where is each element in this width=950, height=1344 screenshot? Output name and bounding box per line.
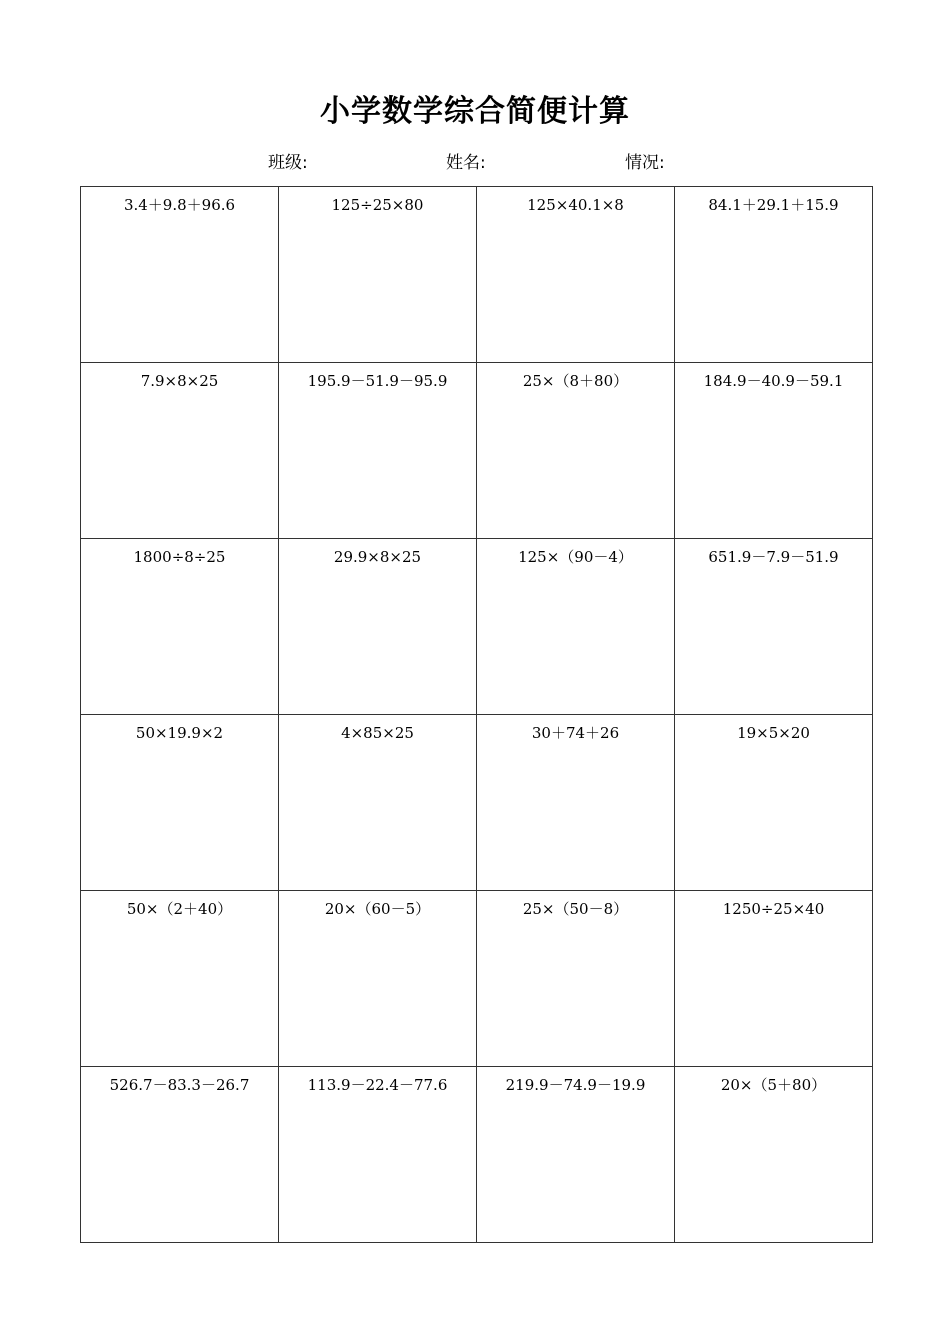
grid-row (81, 891, 873, 1067)
problem-cell (477, 187, 675, 363)
grid-row (81, 187, 873, 363)
problem-expression: 125×（90－4） (518, 548, 633, 566)
grid-row (81, 539, 873, 715)
problem-cell (81, 715, 279, 891)
problem-expression: 20×（60－5） (324, 900, 431, 918)
problem-cell (279, 891, 477, 1067)
problem-cell (477, 715, 675, 891)
problem-cell (675, 1067, 873, 1243)
name-label: 姓名: (446, 153, 486, 173)
problem-expression: 25×（8＋80） (522, 372, 629, 390)
problem-expression: 113.9－22.4－77.6 (307, 1076, 448, 1094)
problem-expression: 50×19.9×2 (135, 724, 224, 742)
problem-cell (477, 1067, 675, 1243)
problem-expression: 1250÷25×40 (722, 900, 825, 918)
problem-expression: 184.9－40.9－59.1 (703, 372, 844, 390)
problem-cell (675, 715, 873, 891)
problem-cell (81, 1067, 279, 1243)
student-info-row (0, 150, 950, 176)
problem-cell (675, 539, 873, 715)
problem-expression: 1800÷8÷25 (133, 548, 226, 566)
problem-expression: 125÷25×80 (331, 196, 424, 214)
problem-expression: 4×85×25 (341, 724, 414, 742)
problem-cell (279, 363, 477, 539)
problem-expression: 25×（50－8） (522, 900, 629, 918)
problem-expression: 20×（5＋80） (720, 1076, 827, 1094)
problem-expression: 526.7－83.3－26.7 (109, 1076, 250, 1094)
problem-cell (81, 363, 279, 539)
grid-row (81, 715, 873, 891)
problem-cell (81, 539, 279, 715)
problem-expression: 19×5×20 (737, 724, 810, 742)
problem-expression: 30＋74＋26 (531, 724, 620, 742)
problem-cell (279, 715, 477, 891)
problem-cell (279, 1067, 477, 1243)
problem-expression: 195.9－51.9－95.9 (307, 372, 448, 390)
problem-expression: 50×（2＋40） (126, 900, 233, 918)
problem-cell (675, 891, 873, 1067)
problem-cell (477, 363, 675, 539)
problem-cell (675, 187, 873, 363)
problem-cell (279, 539, 477, 715)
problem-cell (477, 891, 675, 1067)
status-label: 情况: (625, 153, 665, 173)
problem-expression: 7.9×8×25 (140, 372, 219, 390)
class-label: 班级: (268, 153, 308, 173)
problem-cell (477, 539, 675, 715)
problem-expression: 84.1＋29.1＋15.9 (708, 196, 839, 214)
problem-cell (81, 187, 279, 363)
grid-row (81, 1067, 873, 1243)
problem-expression: 125×40.1×8 (527, 196, 624, 214)
worksheet-title: 小学数学综合简便计算 (320, 94, 630, 129)
problem-expression: 651.9－7.9－51.9 (708, 548, 839, 566)
problem-expression: 3.4＋9.8＋96.6 (123, 196, 236, 214)
problem-cell (675, 363, 873, 539)
problem-cell (279, 187, 477, 363)
problem-expression: 219.9－74.9－19.9 (505, 1076, 646, 1094)
problem-grid (80, 186, 873, 1243)
grid-row (81, 363, 873, 539)
problem-expression: 29.9×8×25 (333, 548, 422, 566)
problem-cell (81, 891, 279, 1067)
